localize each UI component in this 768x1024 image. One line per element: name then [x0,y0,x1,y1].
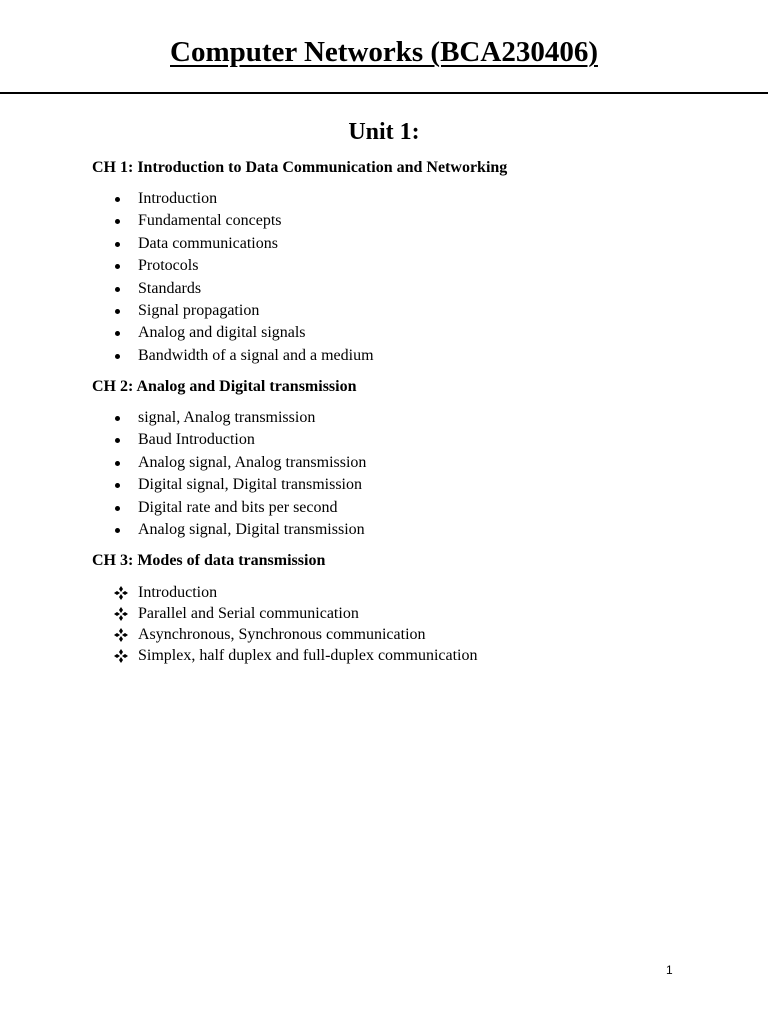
chapter-1-topic-list [112,188,374,367]
list-item-label: Parallel and Serial communication [138,605,359,622]
list-item-label: Asynchronous, Synchronous communication [138,626,426,643]
list-item: Analog and digital signals [112,322,374,344]
four-diamond-bullet-icon [114,628,128,642]
list-item: Baud Introduction [112,429,366,451]
four-diamond-bullet-icon [114,649,128,663]
list-item: signal, Analog transmission [112,407,366,429]
chapter-1-heading: CH 1: Introduction to Data Communication and Networking [92,159,508,176]
list-item: Bandwidth of a signal and a medium [112,345,374,367]
list-item: Standards [112,278,374,300]
list-item [112,582,477,603]
list-item: Analog signal, Digital transmission [112,519,366,541]
unit-heading: Unit 1: [348,119,420,145]
list-item: Protocols [112,255,374,277]
list-item: Digital rate and bits per second [112,497,366,519]
list-item: Data communications [112,233,374,255]
four-diamond-bullet-icon [114,607,128,621]
four-diamond-bullet-icon [114,586,128,600]
list-item: Analog signal, Analog transmission [112,452,366,474]
document-title [0,34,768,70]
list-item [112,603,477,624]
list-item: Introduction [112,188,374,210]
chapter-3-topic-list [112,582,477,666]
list-item: Signal propagation [112,300,374,322]
title-divider [0,92,768,94]
list-item [112,624,477,645]
list-item [112,645,477,666]
page-number: 1 [666,963,673,977]
list-item-label: Introduction [138,584,218,601]
list-item: Digital signal, Digital transmission [112,474,366,496]
chapter-3-heading: CH 3: Modes of data transmission [92,552,326,569]
document-title-text: Computer Networks (BCA230406) [170,36,598,68]
list-item: Fundamental concepts [112,210,374,232]
chapter-2-heading: CH 2: Analog and Digital transmission [92,378,357,395]
list-item-label: Simplex, half duplex and full-duplex communication [138,647,478,664]
chapter-2-topic-list [112,407,366,541]
